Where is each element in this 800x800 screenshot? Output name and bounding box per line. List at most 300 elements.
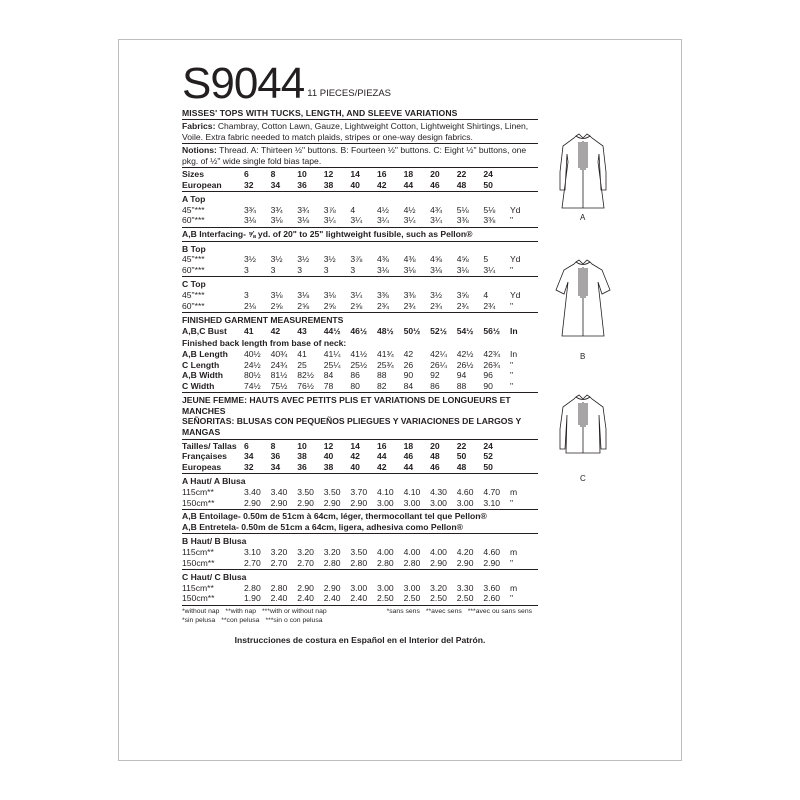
pattern-title: MISSES' TOPS WITH TUCKS, LENGTH, AND SLEEVE VARIATIONS	[182, 108, 458, 118]
unit-label: m	[509, 547, 518, 557]
finished-measurements-title: FINISHED GARMENT MEASUREMENTS	[182, 315, 344, 326]
table-cell: 3⅜	[403, 289, 416, 300]
table-cell: 2.50	[376, 593, 394, 604]
table-cell: 3⅛	[323, 289, 336, 300]
table-cell: 34	[244, 451, 254, 462]
table-cell: 3⅛	[270, 215, 283, 226]
divider	[182, 276, 538, 277]
table-cell: 4.10	[403, 487, 421, 498]
table-cell: 4.00	[403, 547, 421, 557]
table-cell: 86	[350, 370, 360, 381]
pattern-number: S9044	[182, 59, 305, 108]
table-cell: 2.40	[323, 593, 341, 604]
table-cell: 42½	[456, 348, 474, 359]
unit-label: "	[509, 300, 513, 311]
table-cell: 2.60	[483, 593, 501, 604]
table-cell: 3.40	[244, 487, 261, 498]
row-label: 60"***	[182, 264, 205, 275]
table-cell: 5	[483, 254, 489, 265]
b-top-label: B Top	[182, 243, 206, 254]
table-cell: 26½	[456, 359, 474, 370]
table-cell: 3¼	[430, 215, 443, 226]
table-cell: 24	[483, 169, 493, 179]
table-cell: 3⅞	[323, 204, 336, 215]
table-cell: 42¼	[430, 348, 447, 359]
table-cell: 3½	[297, 254, 310, 265]
divider	[182, 143, 538, 144]
table-cell: 10	[297, 440, 307, 451]
table-cell: 3.50	[297, 487, 314, 498]
divider	[182, 191, 538, 192]
table-cell: 44	[376, 451, 387, 462]
table-cell: 48½	[376, 325, 394, 336]
a-haut-label: A Haut/ A Blusa	[182, 476, 246, 487]
table-cell: 32	[244, 461, 254, 472]
table-cell: 2⅛	[244, 300, 256, 311]
row-label: 115cm**	[182, 582, 214, 593]
table-cell: 3.20	[430, 582, 447, 593]
table-cell: 2.50	[456, 593, 474, 604]
table-cell: 14	[350, 440, 360, 451]
b-top-yardage	[182, 244, 538, 276]
table-cell: 44	[403, 461, 414, 472]
row-label: 150cm**	[182, 557, 215, 568]
table-cell: 3⅜	[376, 289, 389, 300]
row-label: 150cm**	[182, 593, 215, 604]
table-cell: 3⅜	[483, 215, 496, 226]
table-row	[182, 254, 538, 265]
table-cell: 2.70	[270, 557, 288, 568]
table-cell: 2.90	[297, 497, 314, 508]
notions-text: Notions: Thread. A: Thirteen ½" buttons. B: Fourteen ½" buttons. C: Eight ½" buttons, one pkg. of ½" wide single fold bias tape.	[182, 145, 527, 166]
table-cell: 50	[456, 451, 467, 462]
table-cell: 46	[430, 179, 440, 190]
table-cell: 3¼	[350, 215, 363, 226]
table-cell: 25¼	[323, 359, 341, 370]
table-cell: 38	[323, 179, 334, 190]
table-cell: 6	[244, 440, 249, 451]
view-label-c: C	[580, 474, 586, 483]
view-c-illustration	[546, 393, 620, 467]
divider	[182, 241, 538, 242]
table-cell: 3.00	[403, 497, 421, 508]
table-cell: 3.40	[270, 487, 288, 498]
bust-row	[182, 326, 538, 337]
table-cell: 88	[456, 380, 467, 391]
unit-label: m	[509, 582, 518, 593]
table-cell: 22	[456, 440, 467, 451]
table-cell: 3⅛	[297, 215, 310, 226]
table-cell: 3.50	[323, 487, 341, 498]
table-cell: 3	[323, 264, 329, 275]
table-cell: 3½	[244, 254, 256, 265]
table-cell: 36	[297, 461, 307, 472]
table-cell: 3⅛	[376, 264, 389, 275]
row-label: A,B,C Bust	[182, 325, 227, 336]
table-cell: 10	[297, 169, 307, 179]
table-cell: 92	[430, 370, 440, 381]
view-b-illustration	[546, 258, 620, 340]
c-haut-yardage	[182, 572, 538, 604]
table-cell: 25	[297, 359, 307, 370]
table-cell: 25¾	[376, 359, 394, 370]
table-cell: 3	[270, 264, 276, 275]
table-cell: 3⅛	[403, 264, 416, 275]
divider	[182, 509, 538, 510]
row-label: C Width	[182, 380, 215, 391]
table-cell: 3¼	[323, 215, 336, 226]
b-haut-label: B Haut/ B Blusa	[182, 536, 247, 547]
table-cell: 52½	[430, 325, 447, 336]
table-cell: 3	[244, 289, 249, 300]
unit-label: "	[509, 593, 513, 604]
table-cell: 2⅝	[270, 300, 283, 311]
table-cell: 90	[483, 380, 493, 391]
table-cell: 50	[483, 179, 493, 190]
a-haut-yardage	[182, 476, 538, 508]
a-top-label: A Top	[182, 194, 206, 205]
b-haut-yardage	[182, 536, 538, 568]
table-cell: 4.30	[430, 487, 447, 498]
table-cell: 16	[376, 440, 387, 451]
sizes-row	[182, 169, 538, 180]
unit-label: "	[509, 380, 513, 391]
table-cell: 2.50	[403, 593, 421, 604]
unit-label: m	[509, 487, 518, 498]
unit-label: In	[509, 348, 518, 359]
finished-row	[182, 370, 538, 381]
table-cell: 96	[483, 370, 493, 381]
table-cell: 3.00	[376, 497, 394, 508]
table-cell: 3	[244, 264, 249, 275]
table-cell: 54½	[456, 325, 474, 336]
pieces-count: 11 PIECES/PIEZAS	[307, 88, 392, 99]
table-cell: 46	[403, 451, 414, 462]
table-cell: 2.90	[483, 557, 501, 568]
table-cell: 24¾	[270, 359, 288, 370]
table-row	[182, 301, 538, 312]
table-cell: 34	[270, 179, 281, 190]
table-cell: 42	[376, 461, 387, 472]
table-cell: 2.40	[270, 593, 288, 604]
table-cell: 42¾	[483, 348, 501, 359]
table-cell: 18	[403, 169, 414, 179]
french-title: JEUNE FEMME: HAUTS AVEC PETITS PLIS ET VARIATIONS DE LONGUEURS ET MANCHES	[182, 395, 511, 416]
table-cell: 40	[350, 461, 360, 472]
table-cell: 2.80	[323, 557, 341, 568]
table-cell: 41	[297, 348, 307, 359]
table-cell: 52	[483, 451, 493, 462]
footnotes-fr: *sans sens **avec sens ***avec ou sans sens	[386, 607, 532, 615]
table-cell: 40½	[244, 348, 261, 359]
table-cell: 36	[270, 451, 281, 462]
table-cell: 4.70	[483, 487, 501, 498]
unit-label: "	[509, 497, 513, 508]
table-cell: 84	[403, 380, 414, 391]
table-cell: 12	[323, 169, 334, 179]
table-cell: 2⅝	[350, 300, 363, 311]
table-cell: 50½	[403, 325, 421, 336]
table-cell: 3.70	[350, 487, 368, 498]
table-cell: 2¾	[456, 300, 469, 311]
unit-label: "	[509, 370, 513, 381]
table-cell: 22	[456, 169, 467, 179]
table-cell: 2.80	[244, 582, 261, 593]
size-chart-metric	[182, 441, 538, 473]
table-cell: 2¾	[430, 300, 443, 311]
table-cell: 48	[430, 451, 440, 462]
table-cell: 3.30	[456, 582, 474, 593]
table-cell: 3.00	[350, 582, 368, 593]
size-chart-english	[182, 169, 538, 190]
table-cell: 3.00	[376, 582, 394, 593]
table-cell: 2¾	[483, 300, 496, 311]
table-cell: 25½	[350, 359, 368, 370]
table-cell: 56½	[483, 325, 501, 336]
table-cell: 4⅜	[376, 254, 389, 265]
table-cell: 3¼	[483, 264, 496, 275]
table-cell: 82	[376, 380, 387, 391]
row-label: A,B Width	[182, 370, 223, 381]
row-label: Françaises	[182, 451, 227, 462]
table-cell: 80	[350, 380, 360, 391]
interfacing-text: A,B Interfacing- ⅝ yd. of 20" to 25" lightweight fusible, such as Pellon®	[182, 228, 473, 239]
table-cell: 41¼	[323, 348, 341, 359]
table-row	[182, 593, 538, 604]
table-cell: 44½	[323, 325, 341, 336]
view-label-a: A	[580, 213, 586, 222]
table-cell: 6	[244, 169, 249, 179]
table-row	[182, 215, 538, 226]
view-a-illustration	[546, 132, 620, 212]
row-label: 115cm**	[182, 547, 214, 557]
table-cell: 86	[430, 380, 440, 391]
table-cell: 3.20	[270, 547, 288, 557]
fabrics-text: Fabrics: Chambray, Cotton Lawn, Gauze, Lightweight Cotton, Lightweight Shirtings, Linen, Voile. Extra fabric needed to match plaids, stripes or one-way design fabrics.	[182, 121, 529, 142]
entoilage-text: A,B Entoilage- 0.50m de 51cm à 64cm, léger, thermocollant tel que Pellon®	[182, 511, 487, 522]
table-cell: 41¾	[376, 348, 394, 359]
table-cell: 14	[350, 169, 360, 179]
table-row	[182, 583, 538, 594]
a-top-yardage	[182, 194, 538, 226]
c-top-yardage	[182, 279, 538, 311]
table-cell: 88	[376, 370, 387, 381]
table-cell: 3⅛	[297, 289, 310, 300]
table-cell: 4⅝	[456, 254, 469, 265]
table-cell: 2.90	[350, 497, 368, 508]
table-cell: 41	[244, 325, 254, 336]
divider	[182, 439, 538, 440]
table-cell: 46	[430, 461, 440, 472]
footnotes	[182, 608, 538, 625]
table-cell: 2.90	[270, 497, 288, 508]
finished-measurements	[182, 349, 538, 391]
table-cell: 26	[403, 359, 414, 370]
table-cell: 4	[483, 289, 489, 300]
table-cell: 2.70	[297, 557, 314, 568]
unit-label: Yd	[509, 254, 521, 265]
table-cell: 82½	[297, 370, 314, 381]
table-cell: 2¾	[376, 300, 389, 311]
table-cell: 32	[244, 179, 254, 190]
table-cell: 2.50	[430, 593, 447, 604]
francaises-row	[182, 451, 538, 462]
table-cell: 94	[456, 370, 467, 381]
unit-label: In	[509, 325, 518, 336]
table-cell: 42	[376, 179, 387, 190]
table-cell: 2.90	[430, 557, 447, 568]
table-cell: 48	[456, 179, 467, 190]
row-label: 45"***	[182, 289, 205, 300]
row-label: Europeas	[182, 461, 222, 472]
table-cell: 4½	[376, 204, 389, 215]
table-cell: 38	[323, 461, 334, 472]
table-cell: 3⅛	[270, 289, 283, 300]
table-cell: 4.20	[456, 547, 474, 557]
pattern-content	[182, 58, 538, 645]
row-label: European	[182, 179, 222, 190]
c-top-label: C Top	[182, 279, 206, 290]
row-label: C Length	[182, 359, 220, 370]
table-cell: 4⅝	[430, 254, 443, 265]
table-cell: 5⅛	[456, 204, 469, 215]
table-row	[182, 290, 538, 301]
row-label: 60"***	[182, 215, 205, 226]
table-cell: 2.80	[350, 557, 368, 568]
table-cell: 3.20	[323, 547, 341, 557]
row-label: Tailles/ Tallas	[182, 440, 237, 451]
table-cell: 3¾	[270, 204, 283, 215]
table-cell: 2.80	[376, 557, 394, 568]
table-cell: 4.60	[483, 547, 501, 557]
table-cell: 3½	[430, 289, 443, 300]
table-cell: 3¼	[350, 289, 363, 300]
table-cell: 3⅝	[456, 289, 469, 300]
table-cell: 4.60	[456, 487, 474, 498]
unit-label: Yd	[509, 289, 521, 300]
table-cell: 3¾	[244, 204, 256, 215]
table-cell: 40¾	[270, 348, 288, 359]
table-cell: 2.90	[456, 557, 474, 568]
table-cell: 3¼	[376, 215, 389, 226]
divider	[182, 473, 538, 474]
footnotes-es: *sin pelusa **con pelusa ***sin o con pelusa	[182, 616, 323, 624]
table-cell: 24½	[244, 359, 261, 370]
table-row	[182, 265, 538, 276]
spanish-instructions-note: Instrucciones de costura en Español en el Interior del Patrón.	[234, 635, 486, 646]
table-cell: 80½	[244, 370, 261, 381]
table-cell: 12	[323, 440, 334, 451]
table-cell: 76½	[297, 380, 314, 391]
footnotes-en-es	[182, 608, 333, 625]
table-cell: 3⅛	[456, 264, 469, 275]
table-cell: 2.90	[244, 497, 261, 508]
table-cell: 2.80	[270, 582, 288, 593]
divider	[182, 227, 538, 228]
table-cell: 16	[376, 169, 387, 179]
table-cell: 20	[430, 440, 440, 451]
table-cell: 4⅜	[403, 254, 416, 265]
table-cell: 40	[350, 179, 360, 190]
divider	[182, 533, 538, 534]
table-cell: 40	[323, 451, 334, 462]
back-length-title: Finished back length from base of neck:	[182, 338, 347, 349]
tailles-row	[182, 441, 538, 452]
table-cell: 24	[483, 440, 493, 451]
table-cell: 4.00	[430, 547, 447, 557]
table-cell: 3	[297, 264, 302, 275]
table-cell: 2.90	[297, 582, 314, 593]
table-cell: 78	[323, 380, 334, 391]
table-cell: 3½	[270, 254, 283, 265]
table-cell: 4.00	[376, 547, 394, 557]
unit-label: "	[509, 215, 513, 226]
table-cell: 3¼	[403, 215, 416, 226]
table-cell: 2¾	[403, 300, 416, 311]
unit-label: "	[509, 359, 513, 370]
finished-row	[182, 381, 538, 392]
row-label: 115cm**	[182, 487, 214, 498]
table-cell: 50	[483, 461, 493, 472]
table-cell: 3.50	[350, 547, 368, 557]
footnotes-en: *without nap **with nap ***with or without nap	[182, 607, 327, 615]
divider	[182, 392, 538, 393]
table-cell: 2.70	[244, 557, 261, 568]
table-cell: 3.60	[483, 582, 501, 593]
table-cell: 3.20	[297, 547, 314, 557]
table-cell: 20	[430, 169, 440, 179]
table-cell: 4.10	[376, 487, 394, 498]
table-cell: 38	[297, 451, 307, 462]
table-cell: 5⅛	[483, 204, 496, 215]
table-cell: 3½	[323, 254, 336, 265]
unit-label: "	[509, 264, 513, 275]
table-cell: 36	[297, 179, 307, 190]
row-label: 150cm**	[182, 497, 215, 508]
table-cell: 3.10	[244, 547, 261, 557]
table-cell: 75½	[270, 380, 288, 391]
table-cell: 3.00	[403, 582, 421, 593]
divider	[182, 119, 538, 120]
table-cell: 3.00	[456, 497, 474, 508]
unit-label: "	[509, 557, 513, 568]
table-cell: 8	[270, 440, 276, 451]
table-cell: 2.90	[323, 582, 341, 593]
table-cell: 3.00	[430, 497, 447, 508]
european-sizes-row	[182, 180, 538, 191]
divider	[182, 569, 538, 570]
table-cell: 2.40	[350, 593, 368, 604]
table-cell: 4	[350, 204, 356, 215]
table-cell: 81½	[270, 370, 288, 381]
view-label-b: B	[580, 352, 586, 361]
table-cell: 2.40	[297, 593, 314, 604]
row-label: A,B Length	[182, 348, 228, 359]
table-cell: 43	[297, 325, 307, 336]
row-label: 45"***	[182, 254, 205, 265]
table-cell: 42	[270, 325, 281, 336]
table-cell: 26¼	[430, 359, 447, 370]
table-cell: 42	[350, 451, 360, 462]
table-cell: 26¾	[483, 359, 501, 370]
table-row	[182, 498, 538, 509]
table-cell: 34	[270, 461, 281, 472]
table-row	[182, 205, 538, 216]
divider	[182, 167, 538, 168]
bust-measurement-row	[182, 326, 538, 337]
row-label: 60"***	[182, 300, 205, 311]
spanish-title: SEÑORITAS: BLUSAS CON PEQUEÑOS PLIEGUES Y VARIACIONES DE LARGOS Y MANGAS	[182, 416, 522, 438]
